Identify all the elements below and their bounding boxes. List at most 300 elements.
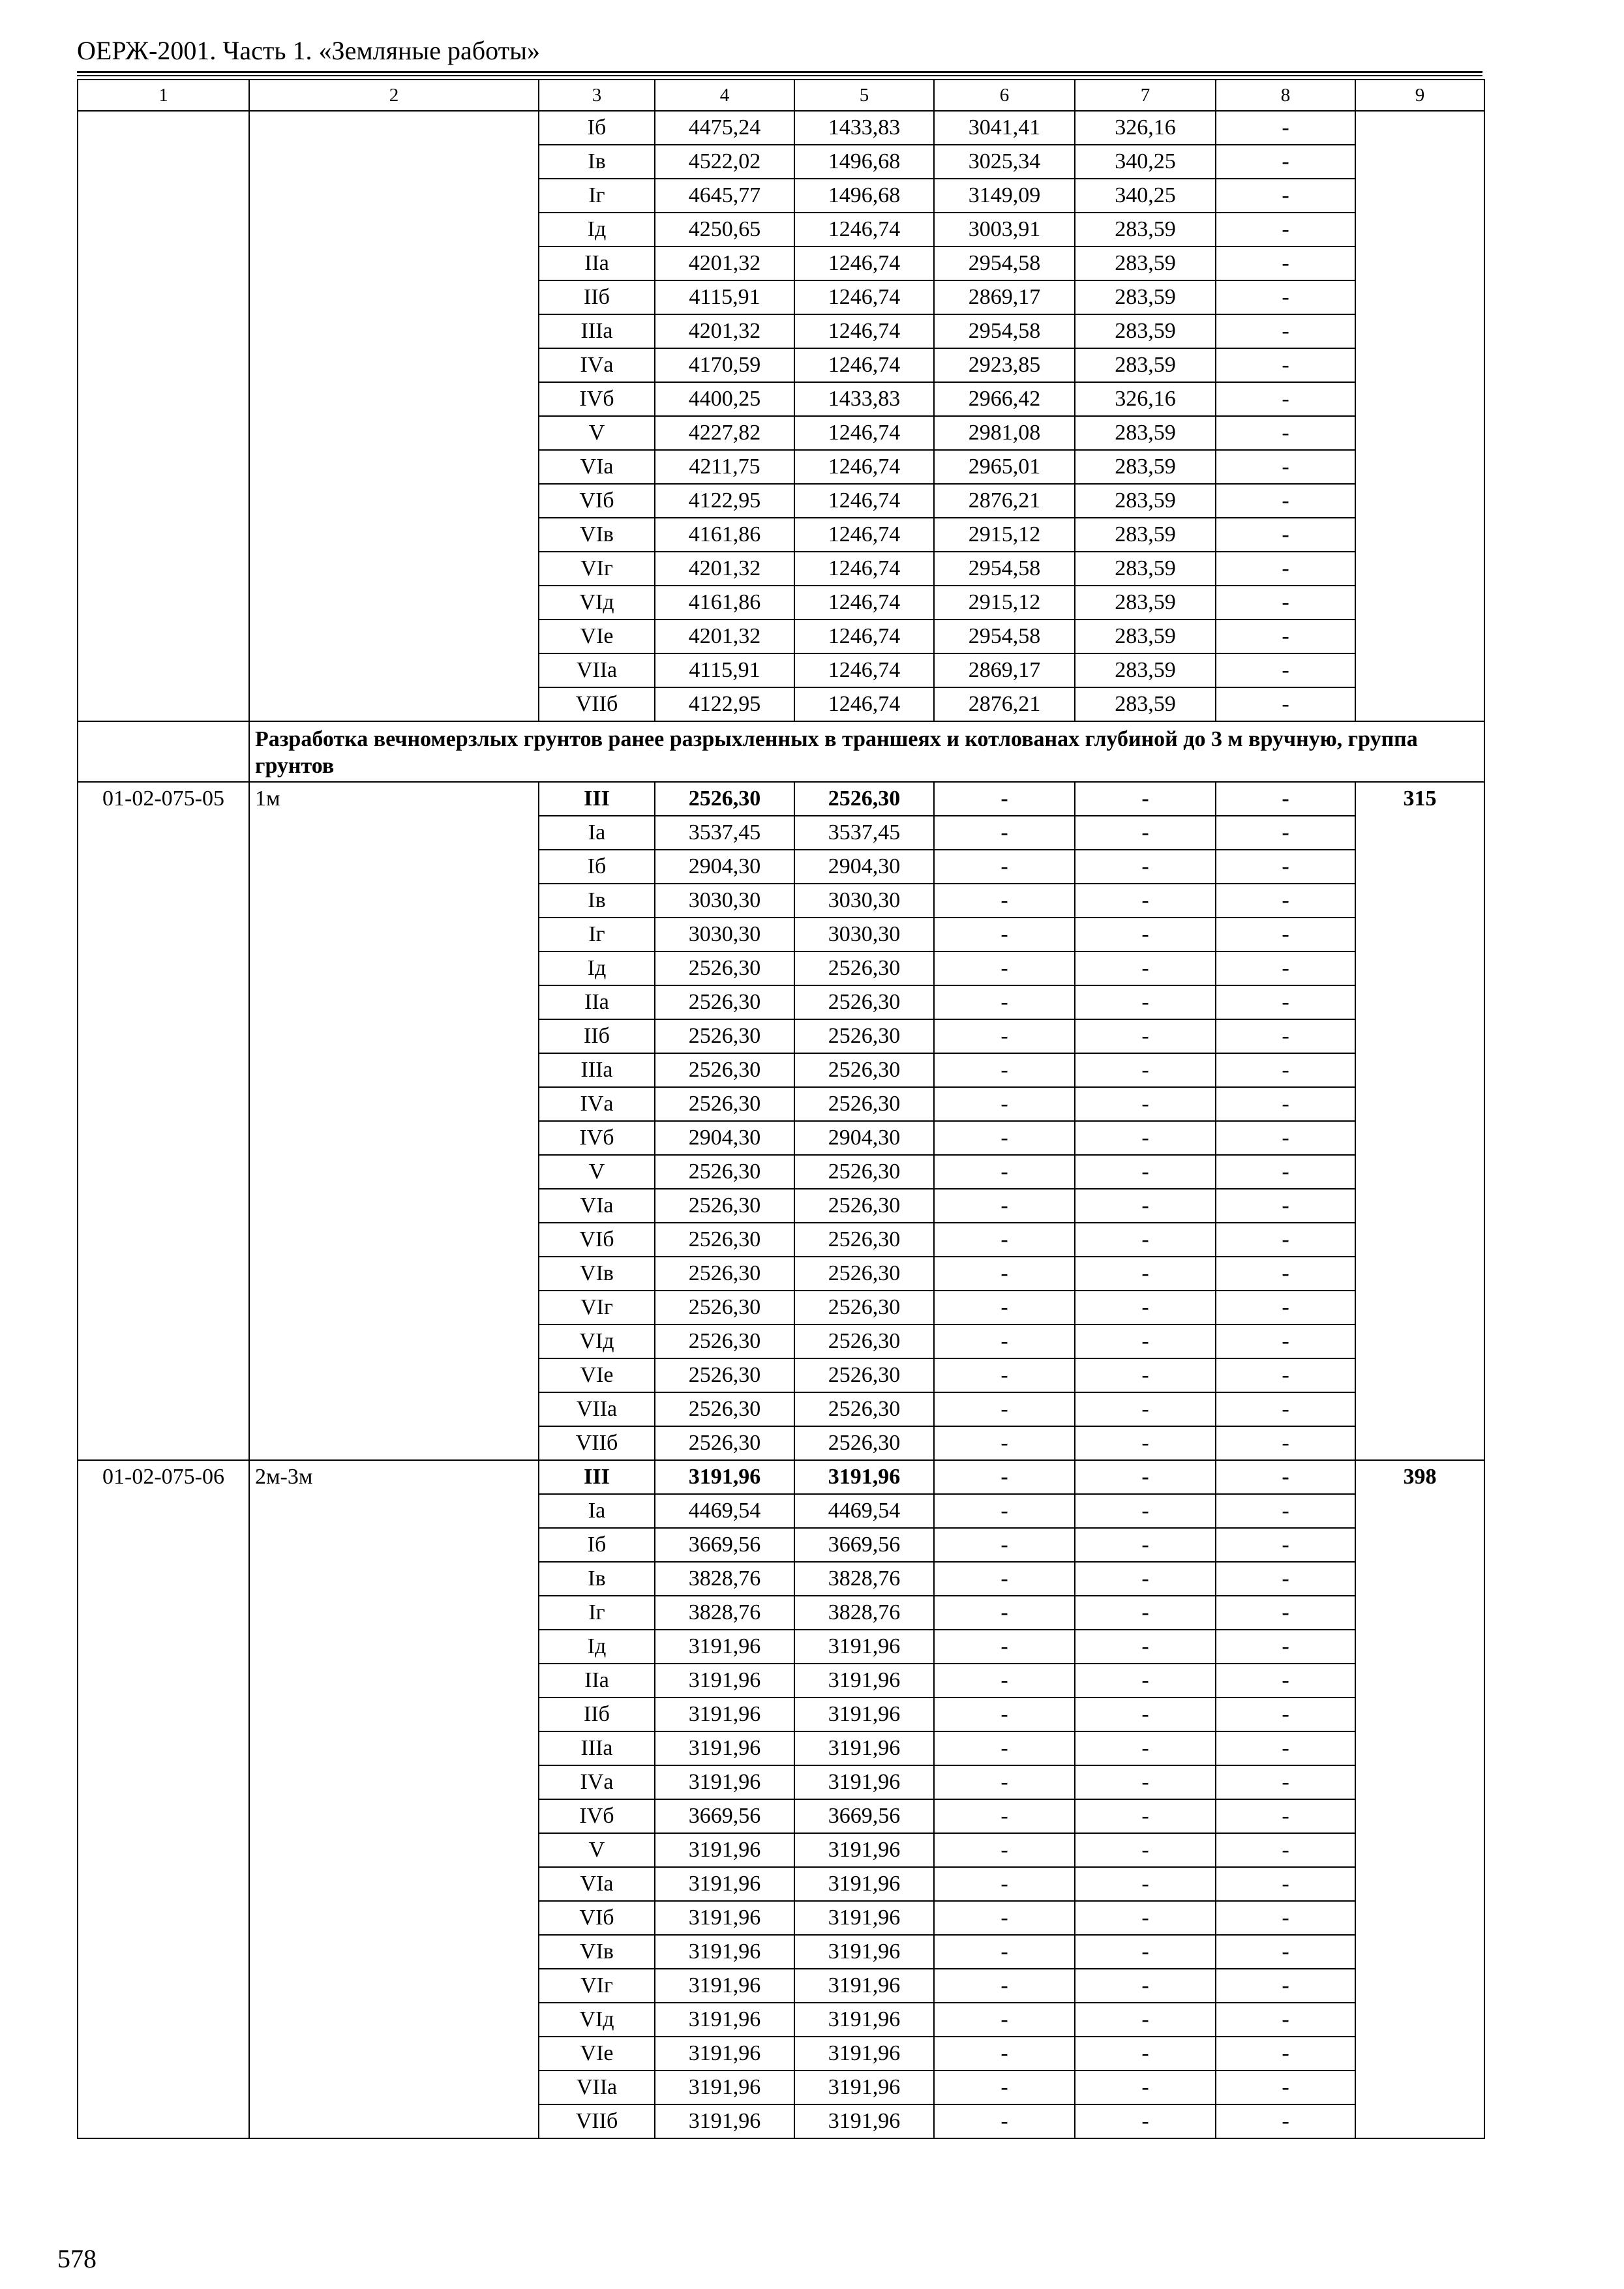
value-cell: - (1216, 2071, 1355, 2104)
value-cell: - (934, 1121, 1075, 1155)
page-number: 578 (57, 2244, 97, 2273)
value-cell: 2526,30 (794, 1324, 934, 1358)
value-cell: Iд (539, 951, 655, 985)
value-cell: IIа (539, 247, 655, 280)
value-cell: VIIб (539, 687, 655, 721)
value-cell: - (1216, 484, 1355, 518)
value-cell: 283,59 (1075, 620, 1216, 653)
value-cell: 2915,12 (934, 586, 1075, 620)
value-cell: V (539, 416, 655, 450)
value-cell: 4115,91 (655, 653, 794, 687)
value-cell: - (1216, 1426, 1355, 1460)
col9-cell (1355, 111, 1484, 721)
value-cell: VIд (539, 2003, 655, 2037)
value-cell: - (1216, 1833, 1355, 1867)
value-cell: VIе (539, 2037, 655, 2071)
value-cell: - (934, 1596, 1075, 1630)
value-cell: 3191,96 (794, 1698, 934, 1731)
value-cell: 3191,96 (655, 2003, 794, 2037)
value-cell: 3191,96 (655, 2071, 794, 2104)
resource-table (77, 79, 1485, 2139)
value-cell: - (1216, 884, 1355, 918)
value-cell: 2954,58 (934, 552, 1075, 586)
value-cell: - (1075, 1053, 1216, 1087)
value-cell: 4122,95 (655, 484, 794, 518)
value-cell: - (1216, 1324, 1355, 1358)
value-cell: 1496,68 (794, 145, 934, 179)
value-cell: - (1216, 653, 1355, 687)
value-cell: 4522,02 (655, 145, 794, 179)
value-cell: 1246,74 (794, 552, 934, 586)
value-cell: IIб (539, 1019, 655, 1053)
value-cell: - (1216, 1799, 1355, 1833)
value-cell: 3669,56 (655, 1528, 794, 1562)
value-cell: 2526,30 (794, 951, 934, 985)
value-cell: - (934, 1494, 1075, 1528)
value-cell: - (934, 1935, 1075, 1969)
value-cell: - (1216, 247, 1355, 280)
value-cell: - (1075, 816, 1216, 850)
value-cell: - (1216, 518, 1355, 552)
value-cell: VIд (539, 586, 655, 620)
value-cell: - (1216, 1358, 1355, 1392)
value-cell: 3191,96 (655, 1630, 794, 1664)
value-cell: IVа (539, 348, 655, 382)
value-cell: 3191,96 (655, 1664, 794, 1698)
value-cell: - (934, 1664, 1075, 1698)
value-cell: 2526,30 (794, 782, 934, 816)
value-cell: 3149,09 (934, 179, 1075, 213)
value-cell: 2526,30 (794, 1291, 934, 1324)
value-cell: - (1075, 1019, 1216, 1053)
value-cell: 1246,74 (794, 247, 934, 280)
value-cell: - (1216, 2104, 1355, 2138)
value-cell: 1246,74 (794, 314, 934, 348)
value-cell: - (1075, 918, 1216, 951)
value-cell: - (1216, 1291, 1355, 1324)
value-cell: - (934, 1731, 1075, 1765)
value-cell: - (1075, 1494, 1216, 1528)
column-number-cell: 8 (1216, 80, 1355, 111)
section-row (78, 721, 1484, 782)
value-cell: 1246,74 (794, 450, 934, 484)
table-row (78, 111, 1484, 145)
value-cell: - (1075, 1935, 1216, 1969)
value-cell: - (934, 2003, 1075, 2037)
value-cell: 2526,30 (794, 1257, 934, 1291)
value-cell: 3041,41 (934, 111, 1075, 145)
value-cell: 283,59 (1075, 653, 1216, 687)
value-cell: - (934, 1562, 1075, 1596)
value-cell: - (934, 918, 1075, 951)
value-cell: - (1075, 1426, 1216, 1460)
value-cell: 2526,30 (794, 1019, 934, 1053)
labor-value: 315 (1355, 782, 1484, 1460)
value-cell: - (1216, 1528, 1355, 1562)
value-cell: 2526,30 (655, 1426, 794, 1460)
value-cell: VIб (539, 1901, 655, 1935)
value-cell: 2965,01 (934, 450, 1075, 484)
value-cell: IIIа (539, 314, 655, 348)
value-cell: - (1075, 1731, 1216, 1765)
value-cell: - (1216, 1969, 1355, 2003)
value-cell: - (1216, 1867, 1355, 1901)
value-cell: VIв (539, 518, 655, 552)
value-cell: - (1075, 1189, 1216, 1223)
value-cell: 2526,30 (794, 1392, 934, 1426)
value-cell: IVб (539, 382, 655, 416)
value-cell: - (934, 1969, 1075, 2003)
value-cell: 4211,75 (655, 450, 794, 484)
value-cell: - (1075, 2104, 1216, 2138)
value-cell: - (934, 1223, 1075, 1257)
value-cell: - (1075, 1223, 1216, 1257)
value-cell: 2966,42 (934, 382, 1075, 416)
value-cell: 2876,21 (934, 484, 1075, 518)
value-cell: - (1216, 586, 1355, 620)
value-cell: 3828,76 (655, 1562, 794, 1596)
value-cell: 2526,30 (655, 1053, 794, 1087)
table-row (78, 782, 1484, 816)
value-cell: 1246,74 (794, 653, 934, 687)
value-cell: IIа (539, 985, 655, 1019)
value-cell: 3191,96 (655, 1901, 794, 1935)
value-cell: 3191,96 (655, 1935, 794, 1969)
value-cell: 2526,30 (655, 1223, 794, 1257)
value-cell: 3030,30 (794, 884, 934, 918)
value-cell: - (1216, 1562, 1355, 1596)
value-cell: 2954,58 (934, 247, 1075, 280)
value-cell: 4469,54 (794, 1494, 934, 1528)
name-cell (249, 111, 539, 721)
value-cell: VIг (539, 1291, 655, 1324)
value-cell: 2526,30 (655, 1189, 794, 1223)
value-cell: - (934, 1630, 1075, 1664)
value-cell: 1246,74 (794, 518, 934, 552)
value-cell: 1246,74 (794, 213, 934, 247)
value-cell: VIе (539, 1358, 655, 1392)
value-cell: - (1075, 1358, 1216, 1392)
value-cell: 2526,30 (794, 1358, 934, 1392)
value-cell: VIIа (539, 1392, 655, 1426)
value-cell: - (1075, 1562, 1216, 1596)
value-cell: - (1075, 1460, 1216, 1494)
value-cell: - (934, 1291, 1075, 1324)
value-cell: 3669,56 (794, 1528, 934, 1562)
column-number-row (78, 80, 1484, 111)
value-cell: 2904,30 (794, 1121, 934, 1155)
value-cell: - (1216, 620, 1355, 653)
value-cell: - (934, 1799, 1075, 1833)
value-cell: 3669,56 (794, 1799, 934, 1833)
value-cell: 340,25 (1075, 145, 1216, 179)
value-cell: 1433,83 (794, 382, 934, 416)
value-cell: 2526,30 (655, 1324, 794, 1358)
value-cell: 4645,77 (655, 179, 794, 213)
value-cell: - (1075, 1324, 1216, 1358)
value-cell: - (1216, 1901, 1355, 1935)
value-cell: - (1075, 1969, 1216, 2003)
value-cell: VIIб (539, 2104, 655, 2138)
value-cell: 3537,45 (655, 816, 794, 850)
value-cell: V (539, 1833, 655, 1867)
labor-value: 398 (1355, 1460, 1484, 2138)
value-cell: 283,59 (1075, 484, 1216, 518)
value-cell: 3191,96 (794, 1664, 934, 1698)
document-header: ОЕРЖ-2001. Часть 1. «Земляные работы» (77, 36, 540, 65)
value-cell: 4161,86 (655, 518, 794, 552)
value-cell: - (1075, 2003, 1216, 2037)
value-cell: - (1075, 1087, 1216, 1121)
value-cell: - (1075, 2037, 1216, 2071)
value-cell: - (1216, 450, 1355, 484)
value-cell: VIа (539, 1189, 655, 1223)
value-cell: - (1075, 951, 1216, 985)
value-cell: 2869,17 (934, 280, 1075, 314)
value-cell: - (1216, 1731, 1355, 1765)
norm-name: 2м-3м (249, 1460, 539, 2138)
value-cell: Iв (539, 145, 655, 179)
value-cell: - (1075, 1833, 1216, 1867)
value-cell: - (1216, 2037, 1355, 2071)
value-cell: - (1216, 1257, 1355, 1291)
value-cell: 2904,30 (655, 1121, 794, 1155)
value-cell: 283,59 (1075, 213, 1216, 247)
value-cell: - (1216, 1189, 1355, 1223)
value-cell: - (1216, 918, 1355, 951)
value-cell: VIIб (539, 1426, 655, 1460)
value-cell: 3025,34 (934, 145, 1075, 179)
value-cell: 2526,30 (655, 985, 794, 1019)
value-cell: 1246,74 (794, 348, 934, 382)
value-cell: 3191,96 (794, 2071, 934, 2104)
value-cell: 1433,83 (794, 111, 934, 145)
value-cell: IVб (539, 1121, 655, 1155)
value-cell: 1246,74 (794, 687, 934, 721)
value-cell: 1246,74 (794, 280, 934, 314)
value-cell: - (1075, 1528, 1216, 1562)
value-cell: 4122,95 (655, 687, 794, 721)
value-cell: - (1216, 1019, 1355, 1053)
value-cell: 283,59 (1075, 314, 1216, 348)
value-cell: 283,59 (1075, 416, 1216, 450)
value-cell: 2869,17 (934, 653, 1075, 687)
value-cell: - (934, 1833, 1075, 1867)
value-cell: VIв (539, 1935, 655, 1969)
value-cell: - (1216, 348, 1355, 382)
value-cell: 326,16 (1075, 111, 1216, 145)
value-cell: - (1216, 985, 1355, 1019)
value-cell: IIб (539, 280, 655, 314)
value-cell: 3191,96 (655, 1833, 794, 1867)
value-cell: Iв (539, 1562, 655, 1596)
value-cell: Iб (539, 111, 655, 145)
value-cell: VIб (539, 484, 655, 518)
value-cell: 3191,96 (655, 1698, 794, 1731)
value-cell: 3191,96 (655, 1731, 794, 1765)
value-cell: 2981,08 (934, 416, 1075, 450)
value-cell: 4201,32 (655, 314, 794, 348)
value-cell: - (1075, 1901, 1216, 1935)
value-cell: III (539, 782, 655, 816)
value-cell: - (1075, 1155, 1216, 1189)
value-cell: - (1075, 1392, 1216, 1426)
value-cell: - (1216, 111, 1355, 145)
value-cell: 3191,96 (794, 2037, 934, 2071)
value-cell: VIIа (539, 2071, 655, 2104)
column-number-cell: 2 (249, 80, 539, 111)
value-cell: 4227,82 (655, 416, 794, 450)
value-cell: - (1075, 1765, 1216, 1799)
value-cell: 1246,74 (794, 484, 934, 518)
value-cell: 2923,85 (934, 348, 1075, 382)
value-cell: 4475,24 (655, 111, 794, 145)
value-cell: 3828,76 (655, 1596, 794, 1630)
value-cell: 2526,30 (794, 1053, 934, 1087)
value-cell: - (1075, 1596, 1216, 1630)
value-cell: - (1075, 884, 1216, 918)
column-number-cell: 5 (794, 80, 934, 111)
value-cell: 2526,30 (655, 1392, 794, 1426)
value-cell: 4170,59 (655, 348, 794, 382)
value-cell: VIа (539, 450, 655, 484)
value-cell: 3191,96 (655, 2037, 794, 2071)
value-cell: 3191,96 (655, 1969, 794, 2003)
value-cell: - (1216, 2003, 1355, 2037)
value-cell: 3191,96 (794, 1765, 934, 1799)
value-cell: - (1075, 985, 1216, 1019)
value-cell: - (1216, 179, 1355, 213)
value-cell: 283,59 (1075, 247, 1216, 280)
value-cell: 1496,68 (794, 179, 934, 213)
value-cell: 283,59 (1075, 552, 1216, 586)
value-cell: 3191,96 (794, 1935, 934, 1969)
norm-code: 01-02-075-06 (78, 1460, 249, 2138)
column-number-cell: 4 (655, 80, 794, 111)
value-cell: - (1075, 1867, 1216, 1901)
value-cell: - (1216, 1698, 1355, 1731)
value-cell: 4115,91 (655, 280, 794, 314)
value-cell: Iг (539, 918, 655, 951)
value-cell: 2526,30 (794, 1155, 934, 1189)
value-cell: 340,25 (1075, 179, 1216, 213)
value-cell: - (934, 1257, 1075, 1291)
value-cell: 3191,96 (794, 1901, 934, 1935)
value-cell: - (934, 1087, 1075, 1121)
value-cell: - (934, 1426, 1075, 1460)
value-cell: 4469,54 (655, 1494, 794, 1528)
column-number-cell: 6 (934, 80, 1075, 111)
value-cell: VIб (539, 1223, 655, 1257)
value-cell: - (934, 985, 1075, 1019)
value-cell: - (1075, 1121, 1216, 1155)
column-number-cell: 9 (1355, 80, 1484, 111)
value-cell: 2904,30 (655, 850, 794, 884)
value-cell: - (934, 1358, 1075, 1392)
value-cell: VIг (539, 1969, 655, 2003)
value-cell: VIв (539, 1257, 655, 1291)
value-cell: - (1075, 1664, 1216, 1698)
value-cell: 3191,96 (794, 2104, 934, 2138)
value-cell: 3191,96 (655, 1460, 794, 1494)
section-title: Разработка вечномерзлых грунтов ранее разрыхленных в траншеях и котлованах глубиной до 3 м вручную, группа грунтов (249, 721, 1484, 782)
value-cell: 283,59 (1075, 348, 1216, 382)
value-cell: - (1216, 552, 1355, 586)
value-cell: - (934, 2037, 1075, 2071)
value-cell: - (934, 1528, 1075, 1562)
value-cell: 3191,96 (794, 1731, 934, 1765)
value-cell: 2876,21 (934, 687, 1075, 721)
value-cell: 283,59 (1075, 280, 1216, 314)
value-cell: - (1075, 1698, 1216, 1731)
value-cell: 4201,32 (655, 552, 794, 586)
value-cell: 2954,58 (934, 620, 1075, 653)
value-cell: - (934, 1324, 1075, 1358)
value-cell: - (1216, 1765, 1355, 1799)
value-cell: 3191,96 (794, 1969, 934, 2003)
value-cell: IVб (539, 1799, 655, 1833)
value-cell: - (1216, 1121, 1355, 1155)
value-cell: 1246,74 (794, 416, 934, 450)
header-rule-top (77, 71, 1482, 73)
value-cell: Iд (539, 213, 655, 247)
value-cell: - (1075, 2071, 1216, 2104)
value-cell: IVа (539, 1765, 655, 1799)
value-cell: - (1216, 782, 1355, 816)
value-cell: IIб (539, 1698, 655, 1731)
value-cell: 2526,30 (794, 1426, 934, 1460)
value-cell: 3537,45 (794, 816, 934, 850)
norm-code: 01-02-075-05 (78, 782, 249, 1460)
value-cell: Iд (539, 1630, 655, 1664)
value-cell: 283,59 (1075, 518, 1216, 552)
value-cell: 3191,96 (794, 1460, 934, 1494)
value-cell: - (1216, 1460, 1355, 1494)
value-cell: 3030,30 (655, 884, 794, 918)
value-cell: - (1075, 1799, 1216, 1833)
value-cell: 2526,30 (794, 1189, 934, 1223)
norm-name: 1м (249, 782, 539, 1460)
value-cell: 2526,30 (655, 1358, 794, 1392)
value-cell: VIIа (539, 653, 655, 687)
value-cell: - (1075, 1630, 1216, 1664)
value-cell: - (1216, 416, 1355, 450)
value-cell: 4250,65 (655, 213, 794, 247)
value-cell: VIд (539, 1324, 655, 1358)
value-cell: - (934, 2071, 1075, 2104)
value-cell: Iа (539, 1494, 655, 1528)
value-cell: V (539, 1155, 655, 1189)
value-cell: - (1216, 314, 1355, 348)
value-cell: VIг (539, 552, 655, 586)
value-cell: 1246,74 (794, 586, 934, 620)
value-cell: - (934, 2104, 1075, 2138)
value-cell: - (1216, 145, 1355, 179)
value-cell: - (934, 782, 1075, 816)
column-number-cell: 1 (78, 80, 249, 111)
column-number-cell: 3 (539, 80, 655, 111)
value-cell: - (934, 1901, 1075, 1935)
value-cell: 3191,96 (794, 1867, 934, 1901)
value-cell: 2526,30 (655, 1155, 794, 1189)
value-cell: - (934, 850, 1075, 884)
value-cell: Iб (539, 850, 655, 884)
value-cell: - (1075, 1291, 1216, 1324)
value-cell: - (1216, 1087, 1355, 1121)
value-cell: - (1075, 1257, 1216, 1291)
value-cell: IVа (539, 1087, 655, 1121)
value-cell: 1246,74 (794, 620, 934, 653)
